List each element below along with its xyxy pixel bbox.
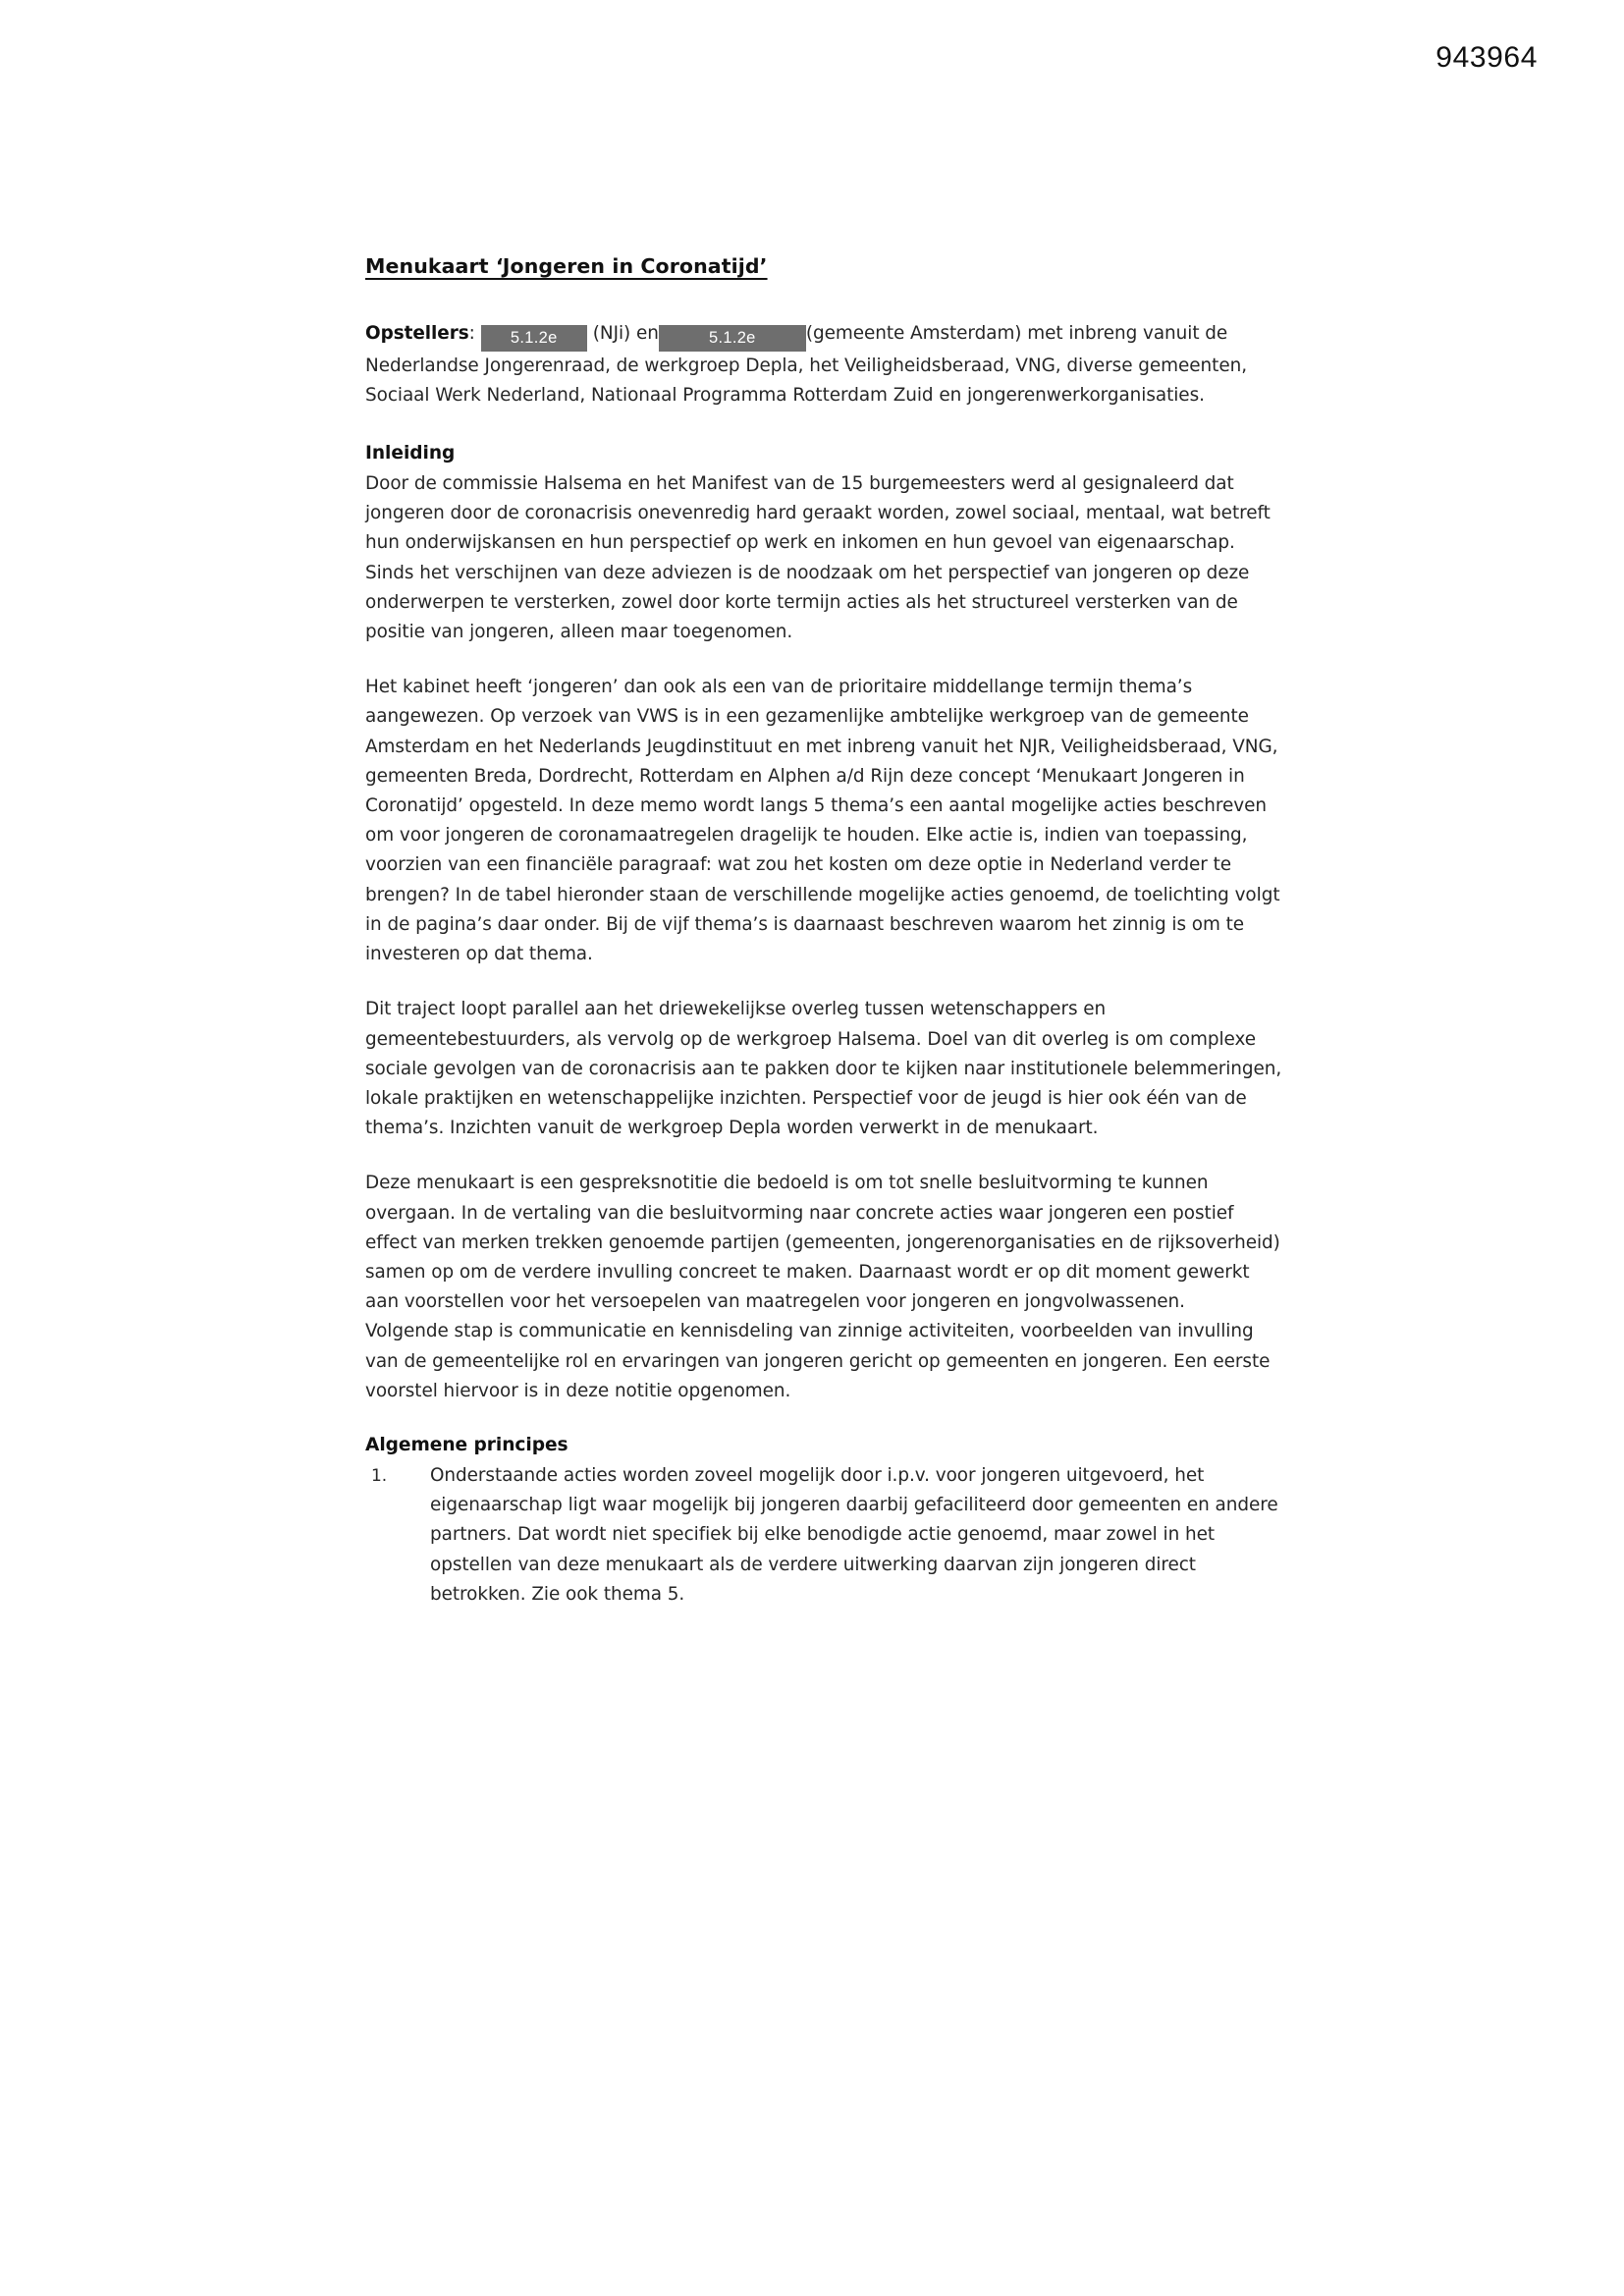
byline-label: Opstellers [365, 322, 469, 344]
list-item [365, 1461, 1288, 1610]
redaction-box-author-1: 5.1.2e [481, 325, 587, 352]
list-item-text: Onderstaande acties worden zoveel mogelijk door i.p.v. voor jongeren uitgevoerd, het eigenaarschap ligt waar mogelijk bij jongeren daarbij gefaciliteerd door gemeenten en andere partners. Dat wordt niet specifiek bij elke benodigde actie genoemd, maar zowel in het opstellen van deze menukaart als de verdere uitwerking daarvan zijn jongeren direct betrokken. Zie ook thema 5. [430, 1464, 1278, 1605]
paragraph-inleiding-1: Door de commissie Halsema en het Manifest van de 15 burgemeesters werd al gesignaleerd dat jongeren door de coronacrisis onevenredig hard geraakt worden, zowel sociaal, mentaal, wat betreft hun onderwijskansen en hun perspectief op werk en inkomen en hun gevoel van eigenaarschap. Sinds het verschijnen van deze adviezen is de noodzaak om het perspectief van jongeren op deze onderwerpen te versterken, zowel door korte termijn acties als het structureel versterken van de positie van jongeren, alleen maar toegenomen. [365, 473, 1271, 643]
page-title: Menukaart ‘Jongeren in Coronatijd’ [365, 254, 768, 278]
section-heading-algemene-principes: Algemene principes [365, 1434, 568, 1455]
section-heading-inleiding: Inleiding [365, 443, 456, 465]
paragraph-inleiding-4: Deze menukaart is een gespreksnotitie die bedoeld is om tot snelle besluitvorming te kunnen overgaan. In de vertaling van die besluitvorming naar concrete acties waar jongeren een postief effect van merken trekken genoemde partijen (gemeenten, jongerenorganisaties en de rijksoverheid) samen op om de verdere invulling concreet te maken. Daarnaast wordt er op dit moment gewerkt aan voorstellen voor het versoepelen van maatregelen voor jongeren en jongvolwassenen. [365, 1173, 1280, 1313]
list-item-marker: 1. [371, 1465, 388, 1486]
redaction-box-author-2: 5.1.2e [659, 325, 806, 352]
document-number: 943964 [1435, 41, 1538, 74]
byline-authors [365, 319, 1288, 410]
byline-between-text: (NJi) en [592, 322, 659, 344]
document-content [365, 253, 1288, 1615]
byline-after-text: (gemeente Amsterdam) met inbreng vanuit de Nederlandse Jongerenraad, de werkgroep Depla, het Veiligheidsberaad, VNG, diverse gemeenten, Sociaal Werk Nederland, Nationaal Programma Rotterdam Zuid en jongerenwerkorganisaties. [365, 322, 1247, 406]
paragraph-inleiding-5: Volgende stap is communicatie en kennisdeling van zinnige activiteiten, voorbeelden van invulling van de gemeentelijke rol en ervaringen van jongeren gericht op gemeenten en jongeren. Een eerste voorstel hiervoor is in deze notitie opgenomen. [365, 1321, 1271, 1401]
paragraph-inleiding-3: Dit traject loopt parallel aan het driewekelijkse overleg tussen wetenschappers en gemeentebestuurders, als vervolg op de werkgroep Halsema. Doel van dit overleg is om complexe sociale gevolgen van de coronacrisis aan te pakken door te kijken naar institutionele belemmeringen, lokale praktijken en wetenschappelijke inzichten. Perspectief voor de jeugd is hier ook één van de thema’s. Inzichten vanuit de werkgroep Depla worden verwerkt in de menukaart. [365, 999, 1282, 1139]
algemene-principes-list [365, 1461, 1288, 1610]
byline-label-colon: : [468, 322, 475, 344]
paragraph-inleiding-2: Het kabinet heeft ‘jongeren’ dan ook als een van de prioritaire middellange termijn thema’s aangewezen. Op verzoek van VWS is in een gezamenlijke ambtelijke werkgroep van de gemeente Amsterdam en het Nederlands Jeugdinstituut en met inbreng vanuit het NJR, Veiligheidsberaad, VNG, gemeenten Breda, Dordrecht, Rotterdam en Alphen a/d Rijn deze concept ‘Menukaart Jongeren in Coronatijd’ opgesteld. In deze memo wordt langs 5 thema’s een aantal mogelijke acties beschreven om voor jongeren de coronamaatregelen dragelijk te houden. Elke actie is, indien van toepassing, voorzien van een financiële paragraaf: wat zou het kosten om deze optie in Nederland verder te brengen? In de tabel hieronder staan de verschillende mogelijke acties genoemd, de toelichting volgt in de pagina’s daar onder. Bij de vijf thema’s is daarnaast beschreven waarom het zinnig is om te investeren op dat thema. [365, 677, 1280, 965]
